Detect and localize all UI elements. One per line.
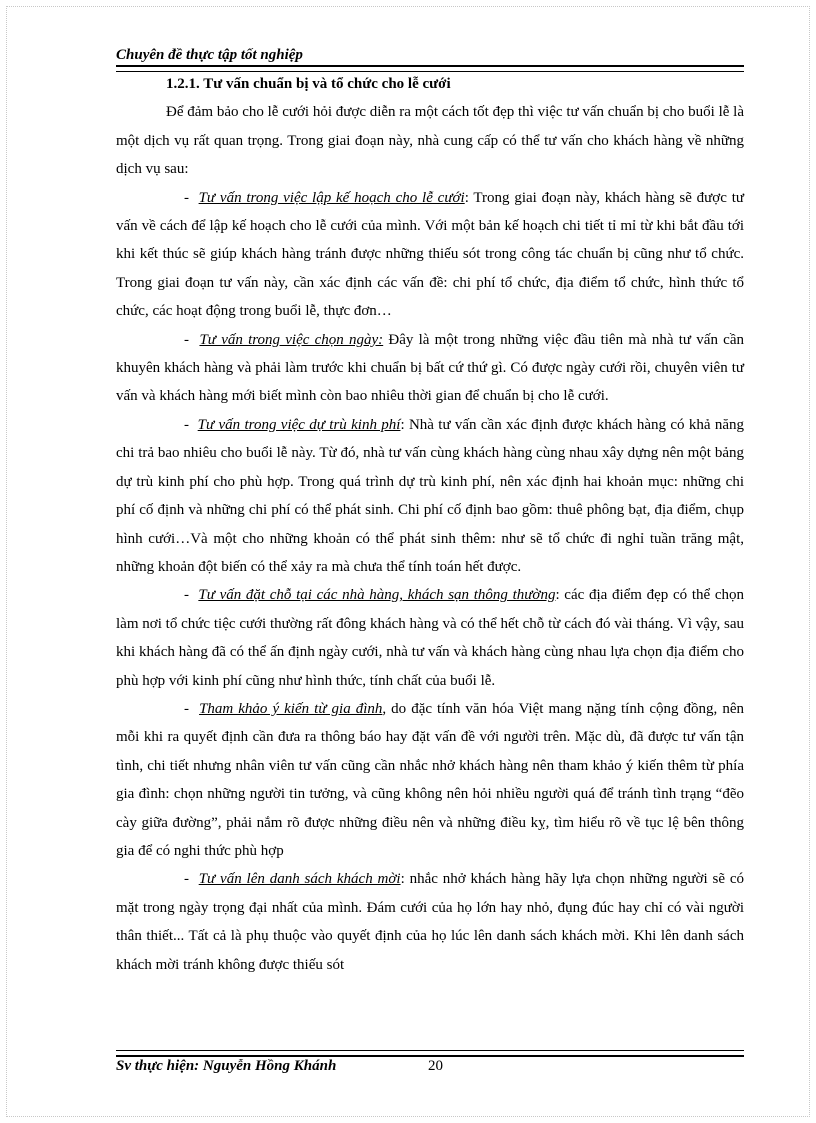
bullet-lead: Tư vấn trong việc chọn ngày: [199,331,384,348]
bullet-item: - Tư vấn trong việc lập kế hoạch cho lễ cưới: Trong giai đoạn này, khách hàng sẽ được tư vấn về cách để lập kế hoạch cho lễ cưới của mình. Với một bản kế hoạch chi tiết tỉ mỉ từ khi bắt đầu tới khi kết thúc sẽ giúp khách hàng tránh được những thiếu sót trong công tác chuẩn bị cũng như tổ chức. Trong giai đoạn tư vấn này, cần xác định các vấn đề: chi phí tổ chức, địa điểm tổ chức, hình thức tổ chức, các hoạt động trong buổi lễ, thực đơn… [116,189,744,320]
bullet-text: : Nhà tư vấn cần xác định được khách hàng có khả năng chi trả bao nhiêu cho buổi lễ này. Từ đó, nhà tư vấn cùng khách hàng cùng nhau xây dựng nên một bảng dự trù kinh phí cho phù hợp. Trong quá trình dự trù kinh phí, nên xác định hai khoản mục: những chi phí cố định và những chi phí có thể phát sinh. Chi phí cố định bao gồm: thuê phông bạt, địa điểm, chụp hình cưới…Và một cho những khoản có thể phát sinh thêm: như sẽ tổ chức đi nghỉ tuần trăng mật, những khoản đột biến có thể xảy ra mà chưa thể tính toán hết được. [116,416,745,575]
bullet-lead: Tư vấn trong việc dự trù kinh phí [197,416,401,433]
bullet-text: : nhắc nhở khách hàng hãy lựa chọn những người sẽ có mặt trong ngày trọng đại nhất của mình. Đám cưới của họ lớn hay nhỏ, đụng đúc hay chỉ có vài người thân thiết... Tất cả là phụ thuộc vào quyết định của họ lúc lên danh sách khách mời. Khi lên danh sách khách mời tránh không được thiếu sót [116,871,744,973]
footer-rule [116,1050,744,1057]
footer-author: Sv thực hiện: Nguyễn Hồng Khánh [116,1058,337,1074]
bullet-item: - Tư vấn trong việc chọn ngày: Đây là một trong những việc đầu tiên mà nhà tư vấn cần khuyên khách hàng và phải làm trước khi chuẩn bị bất cứ thứ gì. Có được ngày cưới rồi, chuyên viên tư vấn và khách hàng mới biết mình còn bao nhiêu thời gian để chuẩn bị cho lễ cưới. [116,331,744,405]
bullet-item: - Tham khảo ý kiến từ gia đình, do đặc tính văn hóa Việt mang nặng tính cộng đồng, nên mỗi khi ra quyết định cần đưa ra thông báo hay đặt vấn đề với người trên. Mặc dù, đã được tư vấn tận tình, chi tiết nhưng nhân viên tư vấn cũng cần nhắc nhở khách hàng nên tham khảo ý kiến thêm từ phía gia đình: chọn những người tin tưởng, và cũng không nên hỏi nhiều người quá để tránh tình trạng “đẽo cày giữa đường”, phải nắm rõ được những điều nên và những điều kỵ, tìm hiểu rõ về tục lệ bên thông gia để có nghi thức phù hợp [116,700,744,859]
bullet-item: - Tư vấn lên danh sách khách mời: nhắc nhở khách hàng hãy lựa chọn những người sẽ có mặt trong ngày trọng đại nhất của mình. Đám cưới của họ lớn hay nhỏ, đụng đúc hay chỉ có vài người thân thiết... Tất cả là phụ thuộc vào quyết định của họ lúc lên danh sách khách mời. Khi lên danh sách khách mời tránh không được thiếu sót [116,871,744,973]
bullet-text: : các địa điểm đẹp có thể chọn làm nơi tổ chức tiệc cưới thường rất đông khách hàng và có thể hết chỗ từ cách đó vài tháng. Vì vậy, sau khi khách hàng đã có thể ấn định ngày cưới, nhà tư vấn và khách hàng cùng nhau lựa chọn địa điểm cho phù hợp với kinh phí cũng như hình thức, tính chất của buổi lễ. [116,587,744,689]
page-number: 20 [428,1058,443,1074]
bullet-lead: Tư vấn đặt chỗ tại các nhà hàng, khách sạn thông thường [198,587,556,604]
intro-paragraph: Để đảm bảo cho lễ cưới hỏi được diễn ra một cách tốt đẹp thì việc tư vấn chuẩn bị cho buổi lễ là một dịch vụ rất quan trọng. Trong giai đoạn này, nhà cung cấp có thể tư vấn cho khách hàng về những dịch vụ sau: [116,104,744,178]
page-footer [116,1057,744,1075]
bullet-lead: Tư vấn trong việc lập kế hoạch cho lễ cưới [198,189,465,206]
section-heading: 1.2.1. Tư vấn chuẩn bị và tổ chức cho lễ cưới [166,76,451,92]
bullet-lead: Tư vấn lên danh sách khách mời [198,871,401,888]
bullet-text: : Trong giai đoạn này, khách hàng sẽ được tư vấn về cách để lập kế hoạch cho lễ cưới của mình. Với một bản kế hoạch chi tiết tỉ mỉ từ khi bắt đầu tới khi kết thúc sẽ giúp khách hàng tránh được những thiếu sót trong công tác chuẩn bị cũng như tổ chức. Trong giai đoạn tư vấn này, cần xác định các vấn đề: chi phí tổ chức, địa điểm tổ chức, hình thức tổ chức, các hoạt động trong buổi lễ, thực đơn… [116,189,744,320]
bullet-lead: Tham khảo ý kiến từ gia đình [199,700,383,717]
document-body [116,70,744,979]
bullet-item: - Tư vấn trong việc dự trù kinh phí: Nhà tư vấn cần xác định được khách hàng có khả năng chi trả bao nhiêu cho buổi lễ này. Từ đó, nhà tư vấn cùng khách hàng cùng nhau xây dựng nên một bảng dự trù kinh phí cho phù hợp. Trong quá trình dự trù kinh phí, nên xác định hai khoản mục: những chi phí cố định và những chi phí có thể phát sinh. Chi phí cố định bao gồm: thuê phông bạt, địa điểm, chụp hình cưới…Và một cho những khoản có thể phát sinh thêm: như sẽ tổ chức đi nghỉ tuần trăng mật, những khoản đột biến có thể xảy ra mà chưa thể tính toán hết được. [116,416,745,575]
bullet-item: - Tư vấn đặt chỗ tại các nhà hàng, khách sạn thông thường: các địa điểm đẹp có thể chọn làm nơi tổ chức tiệc cưới thường rất đông khách hàng và có thể hết chỗ từ cách đó vài tháng. Vì vậy, sau khi khách hàng đã có thể ấn định ngày cưới, nhà tư vấn và khách hàng cùng nhau lựa chọn địa điểm cho phù hợp với kinh phí cũng như hình thức, tính chất của buổi lễ. [116,587,744,689]
bullet-text: Đây là một trong những việc đầu tiên mà nhà tư vấn cần khuyên khách hàng và phải làm trước khi chuẩn bị bất cứ thứ gì. Có được ngày cưới rồi, chuyên viên tư vấn và khách hàng mới biết mình còn bao nhiêu thời gian để chuẩn bị cho lễ cưới. [116,331,744,405]
bullet-text: , do đặc tính văn hóa Việt mang nặng tính cộng đồng, nên mỗi khi ra quyết định cần đưa ra thông báo hay đặt vấn đề với người trên. Mặc dù, đã được tư vấn tận tình, chi tiết nhưng nhân viên tư vấn cũng cần nhắc nhở khách hàng nên tham khảo ý kiến thêm từ phía gia đình: chọn những người tin tưởng, và cũng không nên hỏi nhiều người quá để tránh tình trạng “đẽo cày giữa đường”, phải nắm rõ được những điều nên và những điều kỵ, tìm hiểu rõ về tục lệ bên thông gia để có nghi thức phù hợp [116,700,744,859]
page-header: Chuyên đề thực tập tốt nghiệp [116,47,303,63]
